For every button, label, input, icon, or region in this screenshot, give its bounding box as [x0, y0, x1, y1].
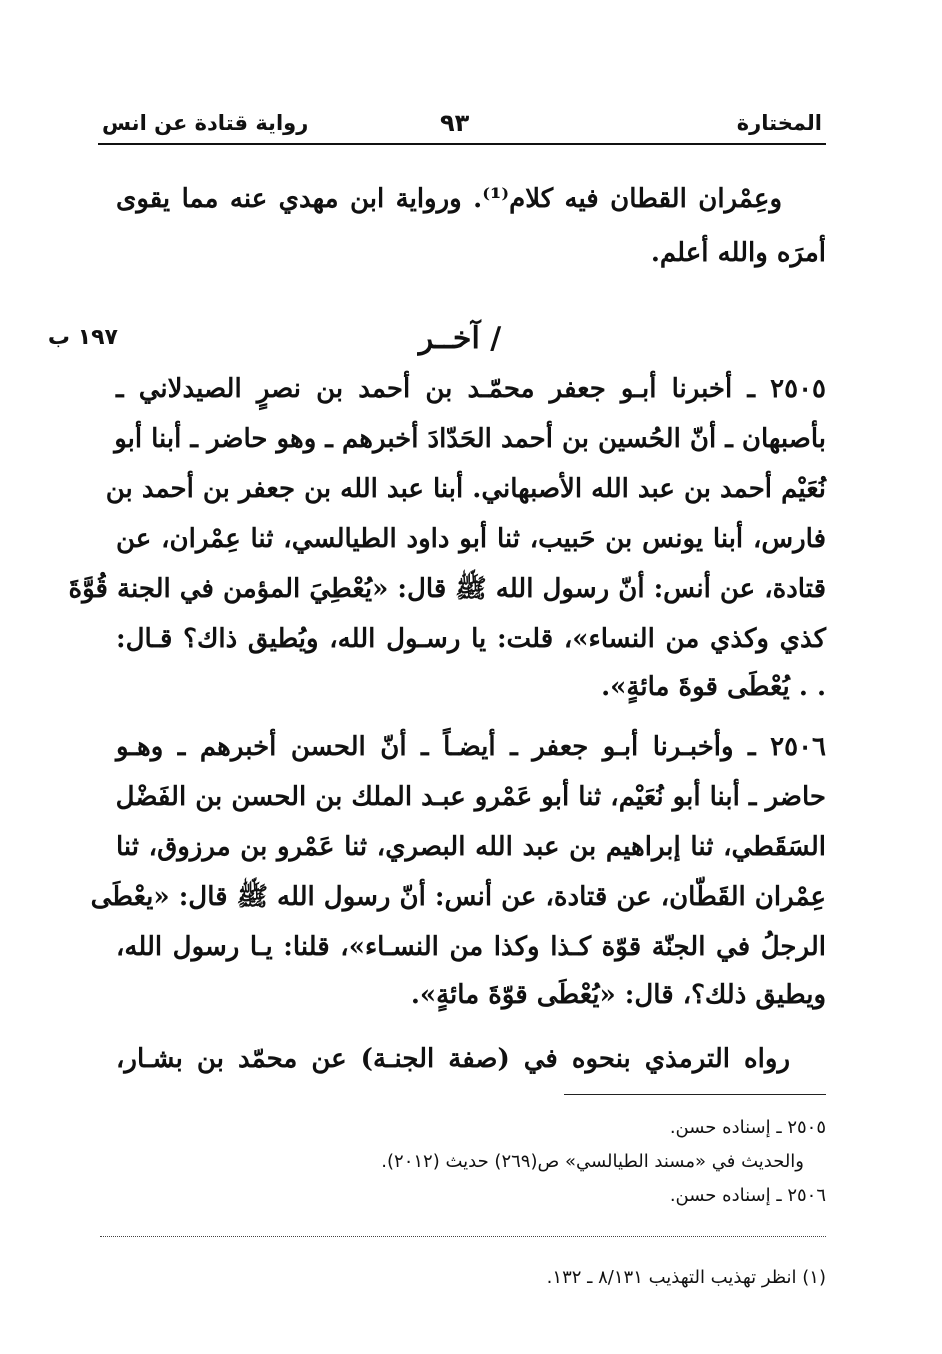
intro-line-2: أمرَه والله أعلم.: [650, 238, 826, 268]
hadith-2506-line-6: ويطيق ذلك؟، قال: «يُعْطَى قوّةَ مائةٍ».: [410, 980, 826, 1010]
hadith-2505-line-7: . . يُعْطَى قوةَ مائةٍ».: [601, 672, 826, 702]
section-heading: / آخــر: [418, 321, 502, 356]
intro-line-1: وعِمْران القطان فيه كلام⁽¹⁾. ورواية ابن مهدي عنه مما يقوى: [116, 184, 783, 214]
footnote-2505-reference: والحديث في «مسند الطيالسي» ص(٢٦٩) حديث (٢٠١٢).: [381, 1151, 804, 1172]
hadith-2505-line-5: قتادة، عن أنس: أنّ رسول الله ﷺ قال: «يُعْطِيَ المؤمن في الجنة قُوَّةَ: [68, 574, 826, 604]
header-chapter-title: رواية قتادة عن انس: [102, 111, 309, 135]
hadith-2505-line-2: بأصبهان ـ أنّ الحُسين بن أحمد الحَدّادَ أخبرهم ـ وهو حاضر ـ أبنا أبو: [114, 424, 826, 454]
hadith-2505-line-1: ٢٥٠٥ ـ أخبرنا أبـو جعفر محمّـد بن أحمد بن نصرٍ الصيدلاني ـ: [116, 374, 826, 404]
manuscript-folio-note: ١٩٧ ب: [47, 325, 118, 350]
hadith-2505-line-4: فارس، أبنا يونس بن حَبيب، ثنا أبو داود الطيالسي، ثنا عِمْران، عن: [116, 524, 826, 554]
hadith-2505-line-6: كذي وكذي من النساء»، قلت: يا رسـول الله، ويُطيق ذاك؟ قـال:: [116, 624, 826, 654]
closing-line: رواه الترمذي بنحوه في (صفة الجنـة) عن محمّد بن بشـار،: [116, 1044, 790, 1074]
hadith-2506-line-5: الرجلُ في الجنّة قوّة كـذا وكذا من النسـاء»، قلنا: يـا رسول الله،: [116, 932, 826, 962]
hadith-2506-line-3: السَقَطي، ثنا إبراهيم بن عبد الله البصري، ثنا عَمْرو بن مرزوق، ثنا: [116, 832, 826, 862]
footnote-dotted-separator: [100, 1236, 826, 1237]
hadith-2505-line-3: نُعَيْم أحمد بن عبد الله الأصبهاني. أبنا عبد الله بن جعفر بن أحمد بن: [105, 474, 826, 504]
footnote-1: (١) انظر تهذيب التهذيب ٨/١٣١ ـ ١٣٢.: [546, 1267, 826, 1288]
hadith-2506-line-4: عِمْران القَطّان، عن قتادة، عن أنس: أنّ رسول الله ﷺ قال: «يعْطَى: [90, 882, 826, 912]
hadith-2506-line-2: حاضر ـ أبنا أبو نُعَيْم، ثنا أبو عَمْرو عبـد الملك بن الحسن بن الفَضْل: [115, 782, 826, 812]
hadith-2506-line-1: ٢٥٠٦ ـ وأخبـرنا أبـو جعفر ـ أيضـاً ـ أنّ الحسن أخبرهم ـ وهـو: [116, 732, 826, 762]
footnote-separator: [564, 1094, 826, 1095]
header-book-title: المختارة: [736, 111, 822, 135]
footnote-2505: ٢٥٠٥ ـ إسناده حسن.: [669, 1117, 826, 1138]
footnote-2506: ٢٥٠٦ ـ إسناده حسن.: [669, 1185, 826, 1206]
header-rule: [98, 143, 826, 145]
page-number: ٩٣: [440, 109, 470, 137]
